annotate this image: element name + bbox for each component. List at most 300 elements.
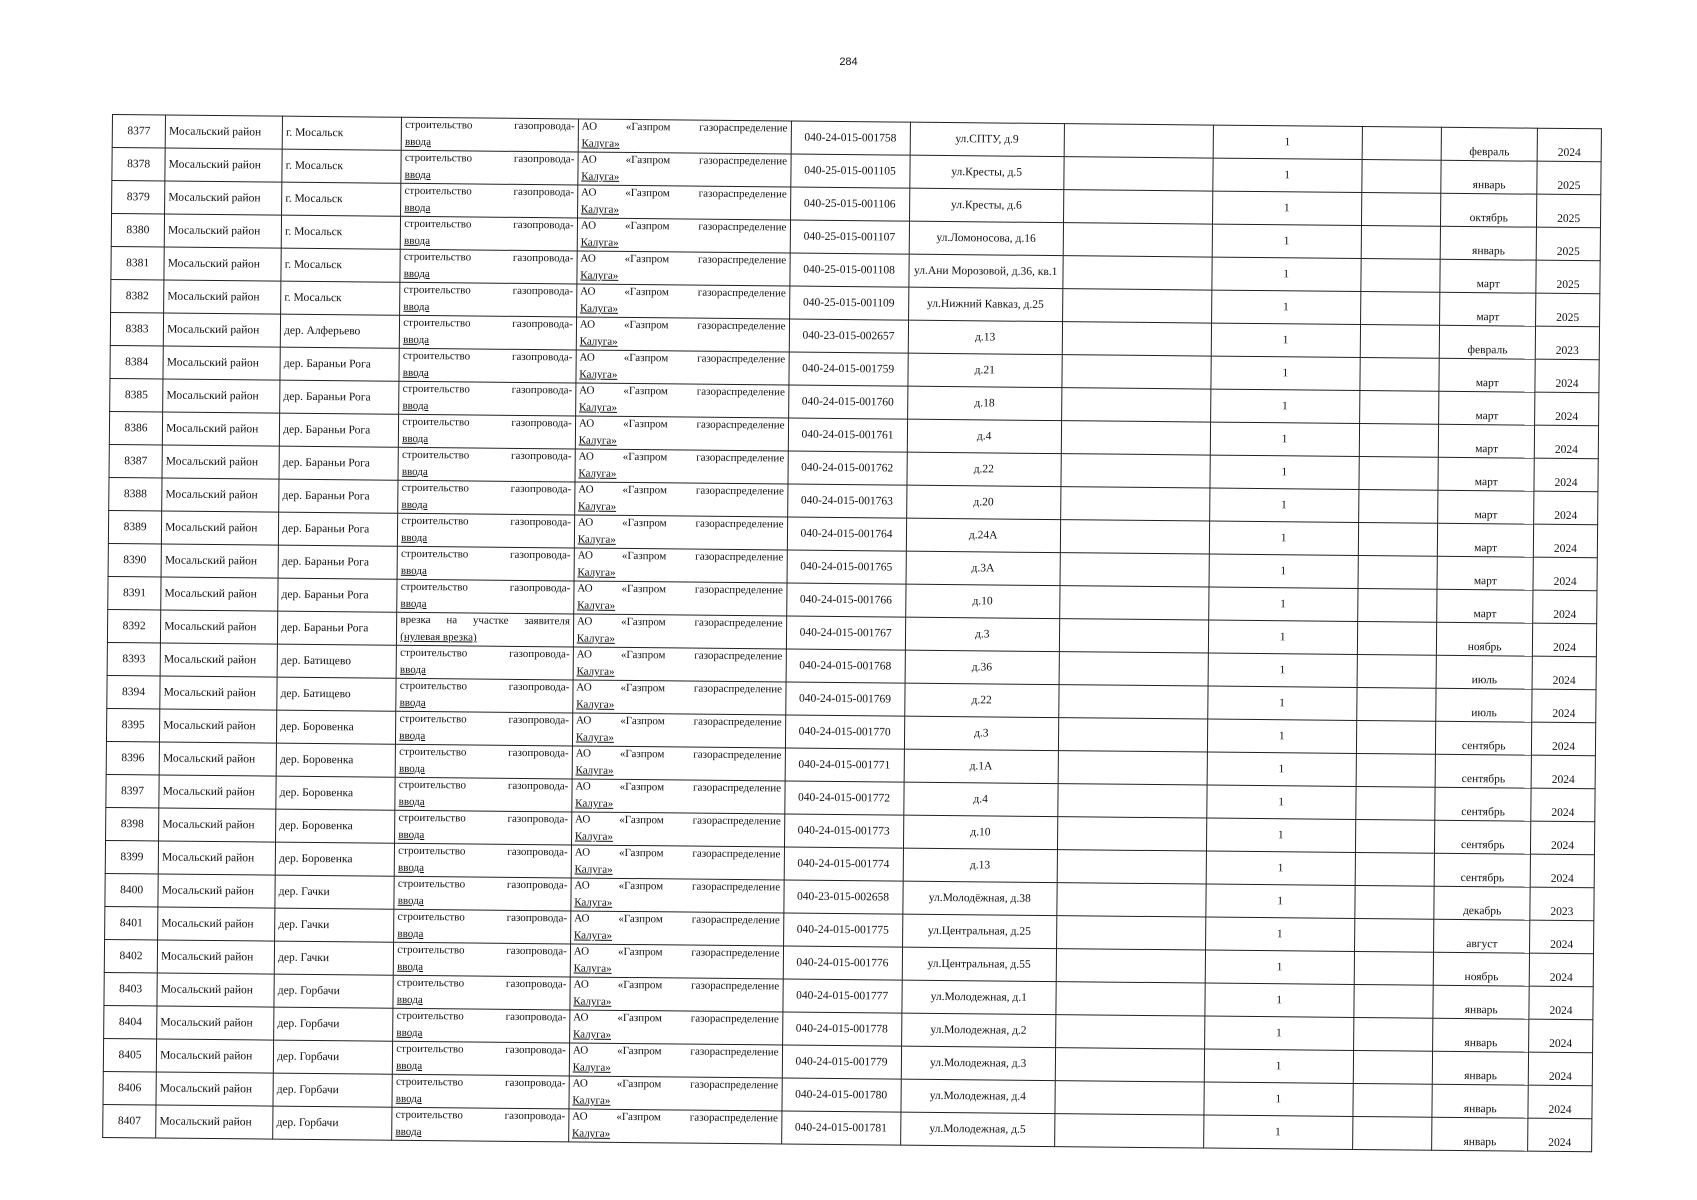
empty-cell (1060, 553, 1209, 587)
quantity-cell: 1 (1209, 554, 1358, 588)
row-number: 8399 (105, 840, 158, 874)
locality-cell: дер. Батищево (277, 677, 396, 711)
row-number: 8389 (108, 510, 161, 544)
empty-cell (1359, 456, 1439, 490)
work-type-line1: строительство газопровода- (404, 151, 575, 166)
month-cell: март (1439, 358, 1535, 392)
application-code-cell: 040-24-015-001777 (782, 979, 901, 1013)
locality-cell: дер. Гачки (275, 908, 394, 942)
quantity-cell: 1 (1211, 356, 1360, 390)
empty-cell (1058, 718, 1207, 752)
year-cell: 2023 (1535, 326, 1599, 360)
quantity-cell: 1 (1206, 818, 1355, 852)
year-cell: 2024 (1533, 524, 1597, 558)
row-number: 8393 (107, 642, 160, 676)
address-cell: д.4 (907, 419, 1062, 453)
month-cell: ноябрь (1434, 952, 1530, 986)
work-type-cell (397, 579, 574, 614)
application-code-cell: 040-24-015-001774 (784, 847, 903, 881)
empty-cell (1357, 588, 1437, 622)
work-type-cell (397, 612, 574, 647)
empty-cell (1056, 982, 1205, 1016)
locality-cell: дер. Бараньи Рога (279, 413, 398, 447)
month-cell: июль (1436, 655, 1532, 689)
address-cell: д.18 (907, 386, 1062, 420)
organization-line2: Калуга» (573, 995, 612, 1008)
district-cell: Мосальский район (162, 478, 279, 512)
locality-cell: дер. Бараньи Рога (280, 347, 399, 381)
year-cell: 2023 (1530, 887, 1594, 921)
application-code-cell: 040-24-015-001761 (788, 418, 907, 452)
work-type-line2: ввода (398, 762, 426, 776)
quantity-cell: 1 (1212, 224, 1361, 258)
month-cell: март (1438, 490, 1534, 524)
work-type-line2: ввода (400, 597, 427, 611)
quantity-cell: 1 (1208, 653, 1357, 687)
address-cell: ул.Нижний Кавказ, д.25 (908, 287, 1063, 321)
application-code-cell: 040-24-015-001760 (788, 385, 907, 419)
empty-cell (1057, 883, 1206, 917)
quantity-cell: 1 (1213, 125, 1362, 159)
empty-cell (1356, 720, 1436, 754)
organization-cell (577, 251, 790, 286)
empty-cell (1055, 1081, 1204, 1115)
row-number: 8386 (109, 411, 162, 445)
row-number: 8400 (105, 873, 158, 907)
work-type-line2: ввода (396, 1059, 423, 1073)
month-cell: март (1440, 292, 1536, 326)
organization-line1: АО «Газпром газораспределение (579, 384, 785, 399)
locality-cell: дер. Бараньи Рога (278, 545, 397, 579)
locality-cell: дер. Батищево (277, 644, 396, 678)
organization-line2: Калуга» (573, 962, 612, 975)
district-cell: Мосальский район (160, 643, 277, 677)
address-cell: д.3А (906, 551, 1061, 585)
empty-cell (1360, 357, 1440, 391)
empty-cell (1064, 124, 1213, 158)
application-code-cell: 040-24-015-001758 (791, 121, 910, 155)
organization-line2: Калуга» (578, 467, 617, 480)
work-type-cell (399, 348, 576, 383)
year-cell: 2024 (1534, 458, 1598, 492)
work-type-line2: (нулевая врезка) (400, 630, 477, 644)
application-code-cell: 040-24-015-001759 (788, 352, 907, 386)
work-type-line1: строительство газопровода- (403, 283, 574, 298)
year-cell: 2024 (1535, 359, 1599, 393)
work-type-line1: строительство газопровода- (396, 1042, 566, 1057)
district-cell: Мосальский район (159, 742, 276, 776)
organization-line1: АО «Газпром газораспределение (574, 912, 780, 927)
district-cell: Мосальский район (163, 379, 280, 413)
empty-cell (1356, 753, 1436, 787)
district-cell: Мосальский район (158, 907, 275, 941)
work-type-line2: ввода (400, 564, 427, 578)
locality-cell: дер. Горбачи (274, 1007, 393, 1041)
month-cell: сентябрь (1435, 853, 1531, 887)
work-type-line1: строительство газопровода- (404, 184, 575, 199)
organization-cell (574, 581, 787, 616)
organization-line1: АО «Газпром газораспределение (580, 219, 787, 234)
organization-line1: АО «Газпром газораспределение (573, 978, 780, 993)
locality-cell: дер. Боровенка (277, 710, 396, 744)
work-type-line1: строительство газопровода- (396, 976, 567, 991)
year-cell: 2024 (1532, 689, 1596, 723)
locality-cell: дер. Бараньи Рога (278, 578, 397, 612)
year-cell: 2024 (1534, 491, 1598, 525)
locality-cell: дер. Боровенка (275, 842, 394, 876)
work-type-cell (395, 777, 572, 812)
work-type-line2: ввода (398, 795, 425, 809)
row-number: 8379 (112, 181, 165, 215)
empty-cell (1356, 687, 1436, 721)
work-type-line2: ввода (396, 1026, 423, 1040)
work-type-line2: ввода (399, 729, 426, 743)
empty-cell (1354, 918, 1434, 952)
work-type-line1: строительство газопровода- (396, 1009, 567, 1024)
year-cell: 2025 (1536, 227, 1600, 261)
district-cell: Мосальский район (165, 115, 282, 149)
year-cell: 2025 (1536, 260, 1600, 294)
locality-cell: г. Мосальск (282, 182, 401, 216)
month-cell: ноябрь (1437, 622, 1533, 656)
application-code-cell: 040-25-015-001107 (790, 220, 909, 254)
application-code-cell: 040-25-015-001109 (789, 286, 908, 320)
quantity-cell: 1 (1210, 422, 1359, 456)
district-cell: Мосальский район (162, 412, 279, 446)
organization-line1: АО «Газпром газораспределение (579, 318, 786, 333)
work-type-cell (400, 249, 577, 284)
quantity-cell: 1 (1207, 719, 1356, 753)
registry-table (102, 114, 1602, 1152)
address-cell: д.22 (904, 683, 1059, 717)
organization-line2: Калуга» (580, 269, 619, 282)
district-cell: Мосальский район (165, 181, 282, 215)
work-type-line1: строительство газопровода- (402, 415, 572, 430)
work-type-line1: строительство газопровода- (399, 712, 570, 727)
year-cell: 2024 (1529, 953, 1593, 987)
organization-cell (571, 878, 784, 913)
empty-cell (1058, 784, 1207, 818)
quantity-cell: 1 (1207, 686, 1356, 720)
work-type-cell (394, 843, 571, 878)
year-cell: 2024 (1535, 392, 1599, 426)
organization-line1: АО «Газпром газораспределение (572, 1110, 778, 1125)
work-type-line2: ввода (397, 960, 424, 974)
empty-cell (1362, 126, 1442, 160)
organization-cell (573, 680, 786, 715)
district-cell: Мосальский район (162, 511, 279, 545)
locality-cell: дер. Боровенка (276, 809, 395, 843)
organization-line2: Калуга» (579, 302, 619, 315)
year-cell: 2024 (1528, 1085, 1592, 1119)
organization-line1: АО «Газпром газораспределение (578, 483, 784, 498)
row-number: 8401 (105, 906, 158, 940)
empty-cell (1358, 522, 1438, 556)
empty-cell (1354, 885, 1434, 919)
address-cell: д.24А (906, 518, 1061, 552)
organization-cell (572, 713, 785, 748)
work-type-line1: строительство газопровода- (401, 514, 571, 529)
work-type-line2: ввода (396, 993, 423, 1007)
application-code-cell: 040-24-015-001767 (786, 616, 905, 650)
year-cell: 2024 (1537, 128, 1601, 162)
month-cell: март (1438, 457, 1534, 491)
empty-cell (1354, 951, 1434, 985)
quantity-cell: 1 (1207, 785, 1356, 819)
organization-cell (574, 548, 787, 583)
empty-cell (1360, 291, 1440, 325)
work-type-line2: ввода (397, 927, 424, 941)
work-type-cell (400, 216, 577, 251)
month-cell: февраль (1440, 325, 1536, 359)
work-type-line1: строительство газопровода- (399, 745, 569, 760)
work-type-line1: строительство газопровода- (402, 382, 573, 397)
row-number: 8382 (111, 279, 164, 313)
organization-line2: Калуга» (571, 1127, 611, 1140)
year-cell: 2024 (1531, 755, 1595, 789)
work-type-line2: ввода (404, 201, 431, 215)
year-cell: 2024 (1533, 590, 1597, 624)
application-code-cell: 040-24-015-001779 (782, 1045, 901, 1079)
organization-line1: АО «Газпром газораспределение (576, 681, 783, 696)
locality-cell: дер. Горбачи (273, 1073, 392, 1107)
empty-cell (1355, 819, 1435, 853)
address-cell: ул.Центральная, д.25 (902, 914, 1057, 948)
locality-cell: г. Мосальск (281, 281, 400, 315)
month-cell: июль (1436, 688, 1532, 722)
district-cell: Мосальский район (163, 313, 280, 347)
work-type-cell (395, 744, 572, 779)
locality-cell: дер. Бараньи Рога (280, 380, 399, 414)
work-type-line1: строительство газопровода- (403, 250, 574, 265)
organization-line2: Калуга» (580, 236, 619, 249)
work-type-cell (401, 150, 578, 185)
district-cell: Мосальский район (158, 874, 275, 908)
district-cell: Мосальский район (157, 1006, 274, 1040)
organization-line1: АО «Газпром газораспределение (577, 516, 784, 531)
work-type-line2: ввода (403, 300, 430, 314)
locality-cell: дер. Боровенка (276, 743, 395, 777)
year-cell: 2024 (1530, 854, 1594, 888)
empty-cell (1361, 225, 1441, 259)
work-type-line2: ввода (398, 828, 425, 842)
work-type-line2: ввода (402, 366, 429, 380)
empty-cell (1062, 355, 1211, 389)
quantity-cell: 1 (1208, 620, 1357, 654)
organization-line2: Калуга» (579, 368, 618, 381)
row-number: 8380 (111, 214, 164, 248)
quantity-cell: 1 (1210, 455, 1359, 489)
locality-cell: дер. Горбачи (273, 1040, 392, 1074)
month-cell: март (1437, 589, 1533, 623)
work-type-cell (396, 645, 573, 680)
organization-line2: Калуга» (574, 896, 613, 909)
row-number: 8387 (109, 444, 162, 478)
work-type-line1: строительство газопровода- (395, 1075, 566, 1090)
organization-line2: Калуга» (577, 533, 616, 546)
organization-line1: АО «Газпром газораспределение (581, 153, 788, 168)
address-cell: д.22 (907, 452, 1062, 486)
quantity-cell: 1 (1208, 587, 1357, 621)
empty-cell (1060, 487, 1209, 521)
work-type-cell (392, 1074, 569, 1109)
month-cell: март (1439, 424, 1535, 458)
work-type-line2: ввода (402, 399, 429, 413)
year-cell: 2025 (1537, 194, 1601, 228)
row-number: 8403 (104, 972, 157, 1006)
address-cell: д.4 (903, 782, 1058, 816)
work-type-cell (396, 711, 573, 746)
organization-line1: АО «Газпром газораспределение (578, 450, 785, 465)
organization-cell (569, 1010, 782, 1045)
empty-cell (1353, 1083, 1433, 1117)
application-code-cell: 040-24-015-001775 (783, 913, 902, 947)
row-number: 8384 (110, 345, 163, 379)
empty-cell (1352, 1116, 1432, 1150)
quantity-cell: 1 (1212, 191, 1361, 225)
work-type-cell (397, 546, 574, 581)
organization-cell (576, 284, 789, 319)
work-type-line2: ввода (399, 663, 426, 677)
work-type-line2: ввода (403, 333, 430, 347)
work-type-line1: строительство газопровода- (404, 217, 574, 232)
quantity-cell: 1 (1207, 752, 1356, 786)
work-type-line1: строительство газопровода- (399, 679, 570, 694)
district-cell: Мосальский район (156, 1105, 273, 1139)
address-cell: д.10 (905, 584, 1060, 618)
district-cell: Мосальский район (158, 841, 275, 875)
address-cell: д.1А (904, 749, 1059, 783)
organization-line2: Калуга» (572, 1061, 611, 1074)
quantity-cell: 1 (1206, 851, 1355, 885)
month-cell: январь (1441, 160, 1537, 194)
work-type-cell (399, 414, 576, 449)
row-number: 8388 (109, 477, 162, 511)
application-code-cell: 040-24-015-001763 (787, 484, 906, 518)
month-cell: сентябрь (1436, 721, 1532, 755)
organization-cell (576, 317, 789, 352)
empty-cell (1055, 1015, 1204, 1049)
organization-line2: Калуга» (575, 731, 614, 744)
organization-line1: АО «Газпром газораспределение (581, 186, 787, 201)
district-cell: Мосальский район (163, 346, 280, 380)
district-cell: Мосальский район (157, 973, 274, 1007)
organization-line1: АО «Газпром газораспределение (574, 846, 781, 861)
organization-line2: Калуга» (574, 863, 613, 876)
address-cell: д.13 (908, 320, 1063, 354)
row-number: 8392 (107, 609, 160, 643)
application-code-cell: 040-24-015-001781 (781, 1111, 900, 1145)
locality-cell: дер. Горбачи (274, 974, 393, 1008)
organization-cell (575, 383, 788, 418)
work-type-cell (399, 381, 576, 416)
month-cell: декабрь (1434, 886, 1530, 920)
work-type-line1: строительство газопровода- (397, 877, 568, 892)
quantity-cell: 1 (1209, 521, 1358, 555)
quantity-cell: 1 (1205, 917, 1354, 951)
address-cell: д.3 (905, 617, 1060, 651)
work-type-cell (393, 1008, 570, 1043)
district-cell: Мосальский район (156, 1072, 273, 1106)
quantity-cell: 1 (1205, 983, 1354, 1017)
year-cell: 2024 (1528, 1118, 1592, 1152)
organization-cell (571, 845, 784, 880)
empty-cell (1060, 520, 1209, 554)
quantity-cell: 1 (1213, 158, 1362, 192)
organization-line1: АО «Газпром газораспределение (572, 1077, 779, 1092)
organization-line1: АО «Газпром газораспределение (576, 648, 783, 663)
row-number: 8402 (104, 939, 157, 973)
application-code-cell: 040-24-015-001765 (787, 550, 906, 584)
work-type-cell (398, 447, 575, 482)
empty-cell (1057, 850, 1206, 884)
address-cell: ул.Молодежная, д.1 (902, 980, 1057, 1014)
year-cell: 2025 (1537, 161, 1601, 195)
application-code-cell: 040-25-015-001105 (790, 154, 909, 188)
row-number: 8394 (107, 675, 160, 709)
work-type-line1: врезка на участке заявителя (400, 613, 571, 628)
month-cell: январь (1433, 985, 1529, 1019)
application-code-cell: 040-24-015-001772 (784, 781, 903, 815)
organization-line1: АО «Газпром газораспределение (575, 813, 781, 828)
work-type-line1: строительство газопровода- (405, 118, 575, 133)
month-cell: январь (1432, 1084, 1528, 1118)
month-cell: январь (1432, 1117, 1528, 1151)
application-code-cell: 040-24-015-001771 (785, 748, 904, 782)
organization-line2: Калуга» (575, 797, 614, 810)
month-cell: февраль (1441, 127, 1537, 161)
work-type-line1: строительство газопровода- (395, 1108, 566, 1123)
quantity-cell: 1 (1203, 1115, 1352, 1149)
work-type-line1: строительство газопровода- (400, 646, 570, 661)
empty-cell (1353, 1050, 1433, 1084)
address-cell: ул.Молодежная, д.4 (901, 1079, 1056, 1113)
row-number: 8406 (103, 1071, 156, 1105)
empty-cell (1060, 586, 1209, 620)
organization-line2: Калуга» (578, 500, 617, 513)
organization-line1: АО «Газпром газораспределение (577, 549, 784, 564)
address-cell: ул.Кресты, д.5 (909, 155, 1064, 189)
table-body (103, 115, 1602, 1152)
work-type-line1: строительство газопровода- (398, 778, 569, 793)
locality-cell: дер. Боровенка (276, 776, 395, 810)
organization-line1: АО «Газпром газораспределение (575, 714, 782, 729)
empty-cell (1064, 157, 1213, 191)
address-cell: д.3 (904, 716, 1059, 750)
organization-cell (576, 350, 789, 385)
application-code-cell: 040-24-015-001776 (783, 946, 902, 980)
work-type-line2: ввода (404, 168, 431, 182)
work-type-line2: ввода (402, 432, 429, 446)
empty-cell (1059, 619, 1208, 653)
address-cell: ул.Молодежная, д.5 (900, 1112, 1055, 1146)
address-cell: д.20 (906, 485, 1061, 519)
locality-cell: дер. Бараньи Рога (279, 512, 398, 546)
empty-cell (1359, 390, 1439, 424)
year-cell: 2024 (1534, 425, 1598, 459)
row-number: 8397 (106, 774, 159, 808)
work-type-line2: ввода (401, 531, 428, 545)
quantity-cell: 1 (1209, 488, 1358, 522)
row-number: 8407 (103, 1104, 156, 1138)
empty-cell (1061, 388, 1210, 422)
row-number: 8385 (110, 378, 163, 412)
organization-line2: Калуга» (579, 335, 618, 348)
month-cell: сентябрь (1435, 820, 1531, 854)
work-type-line1: строительство газопровода- (402, 349, 573, 364)
empty-cell (1358, 555, 1438, 589)
application-code-cell: 040-25-015-001106 (790, 187, 909, 221)
